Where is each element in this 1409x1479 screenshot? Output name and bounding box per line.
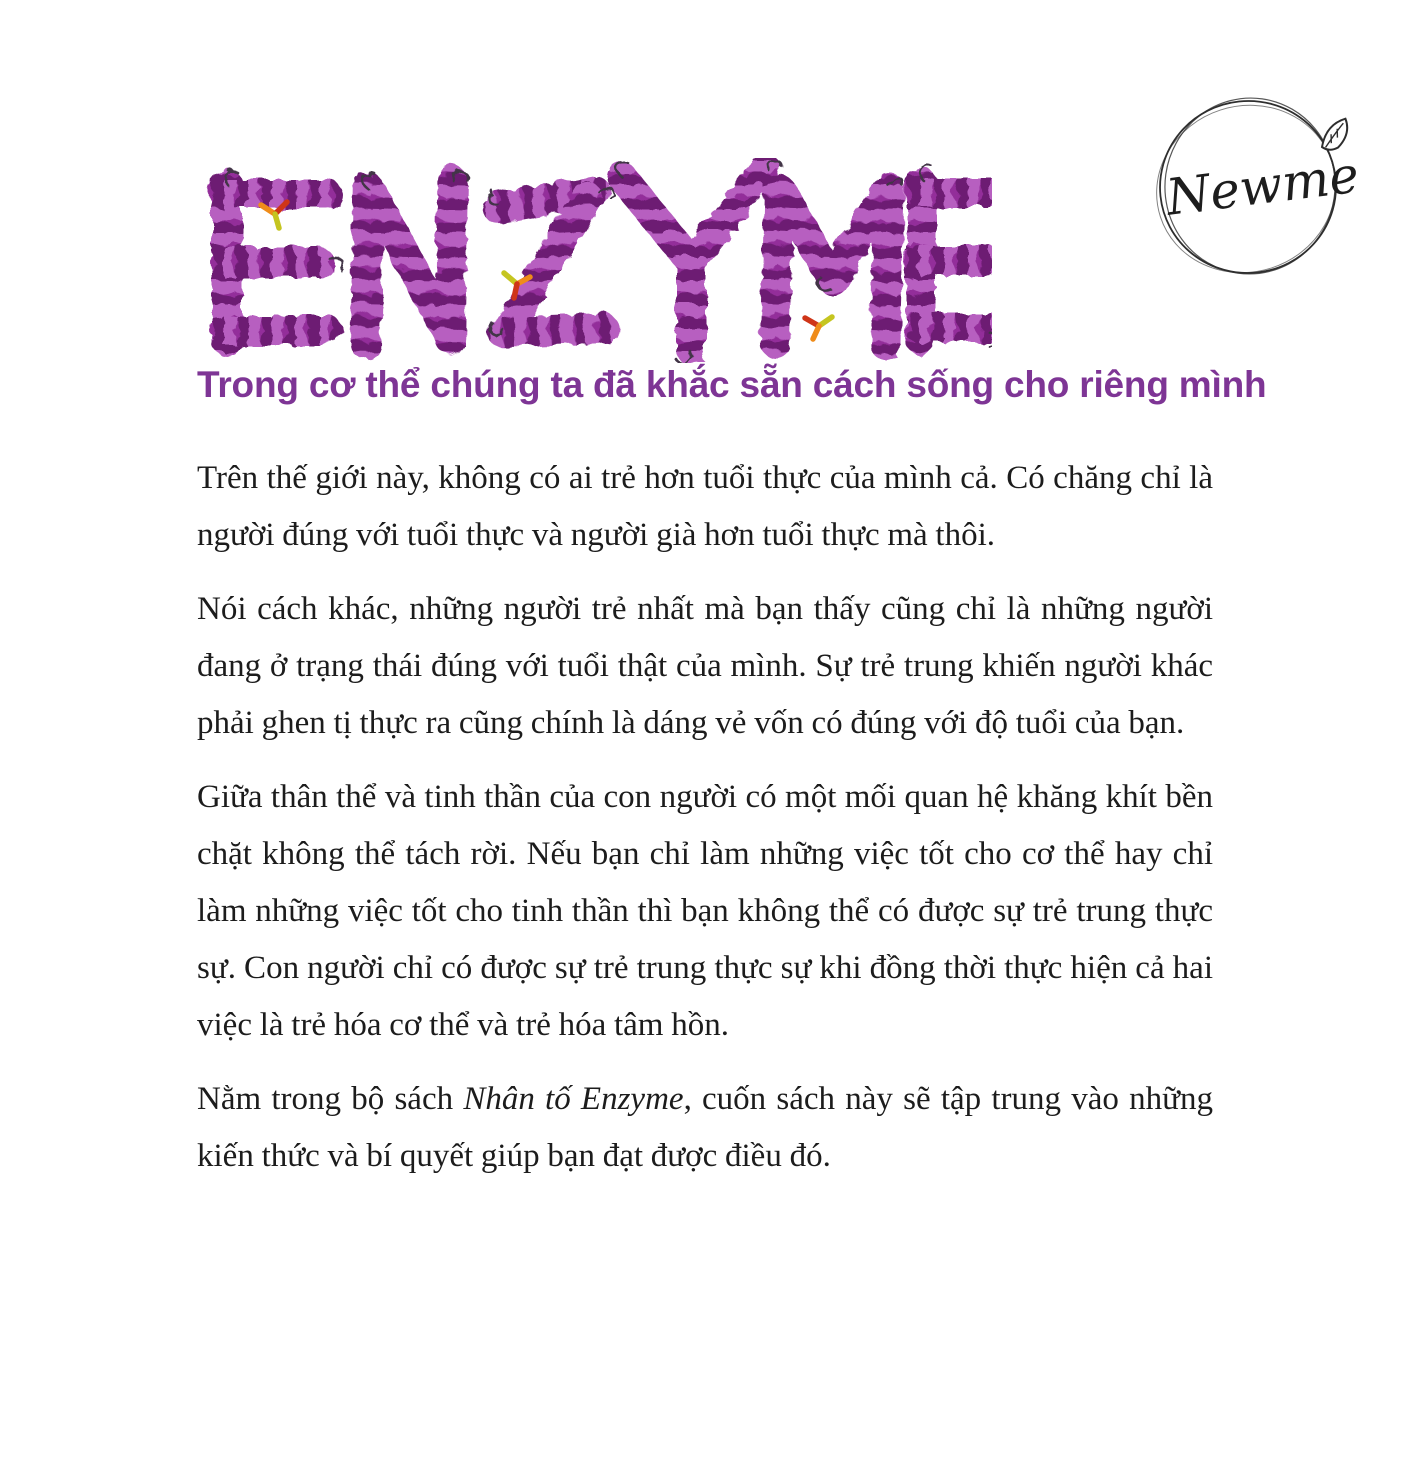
paragraph: Trên thế giới này, không có ai trẻ hơn tuổi thực của mình cả. Có chăng chỉ là người đúng với tuổi thực và người già hơn tuổi thực mà thôi. (197, 460, 1213, 553)
body-text (197, 450, 1213, 1202)
newme-logo (1138, 83, 1384, 289)
enzyme-title-graphic (197, 158, 992, 363)
paragraph: Nói cách khác, những người trẻ nhất mà bạn thấy cũng chỉ là những người đang ở trạng thái đúng với tuổi thật của mình. Sự trẻ trung khiến người khác phải ghen tị thực ra cũng chính là dáng vẻ vốn có đúng với độ tuổi của bạn. (197, 591, 1213, 741)
paragraph: Giữa thân thể và tinh thần của con người có một mối quan hệ khăng khít bền chặt không thể tách rời. Nếu bạn chỉ làm những việc tốt cho cơ thể hay chỉ làm những việc tốt cho tinh thần thì bạn không thể có được sự trẻ trung thực sự. Con người chỉ có được sự trẻ trung thực sự khi đồng thời thực hiện cả hai việc là trẻ hóa cơ thể và trẻ hóa tâm hồn. (197, 779, 1213, 1043)
paragraph-text: , cuốn sách này sẽ tập trung vào những kiến thức và bí quyết giúp bạn đạt được điều đó. (197, 1081, 1213, 1174)
helix-letter-e2 (917, 180, 989, 338)
ligand-icon (805, 317, 832, 339)
helix-letter-e1 (223, 182, 325, 339)
paragraph-text: Nằm trong bộ sách (197, 1081, 464, 1117)
helix-letter-z (495, 188, 602, 329)
tagline: Trong cơ thể chúng ta đã khắc sẵn cách sống cho riêng mình (197, 364, 1267, 405)
paragraph (197, 1071, 1213, 1185)
helix-letter-y (619, 166, 763, 348)
helix-letter-n (364, 177, 451, 343)
logo-text: Newme (1163, 145, 1362, 227)
book-series-title: Nhân tố Enzyme (463, 1081, 684, 1117)
